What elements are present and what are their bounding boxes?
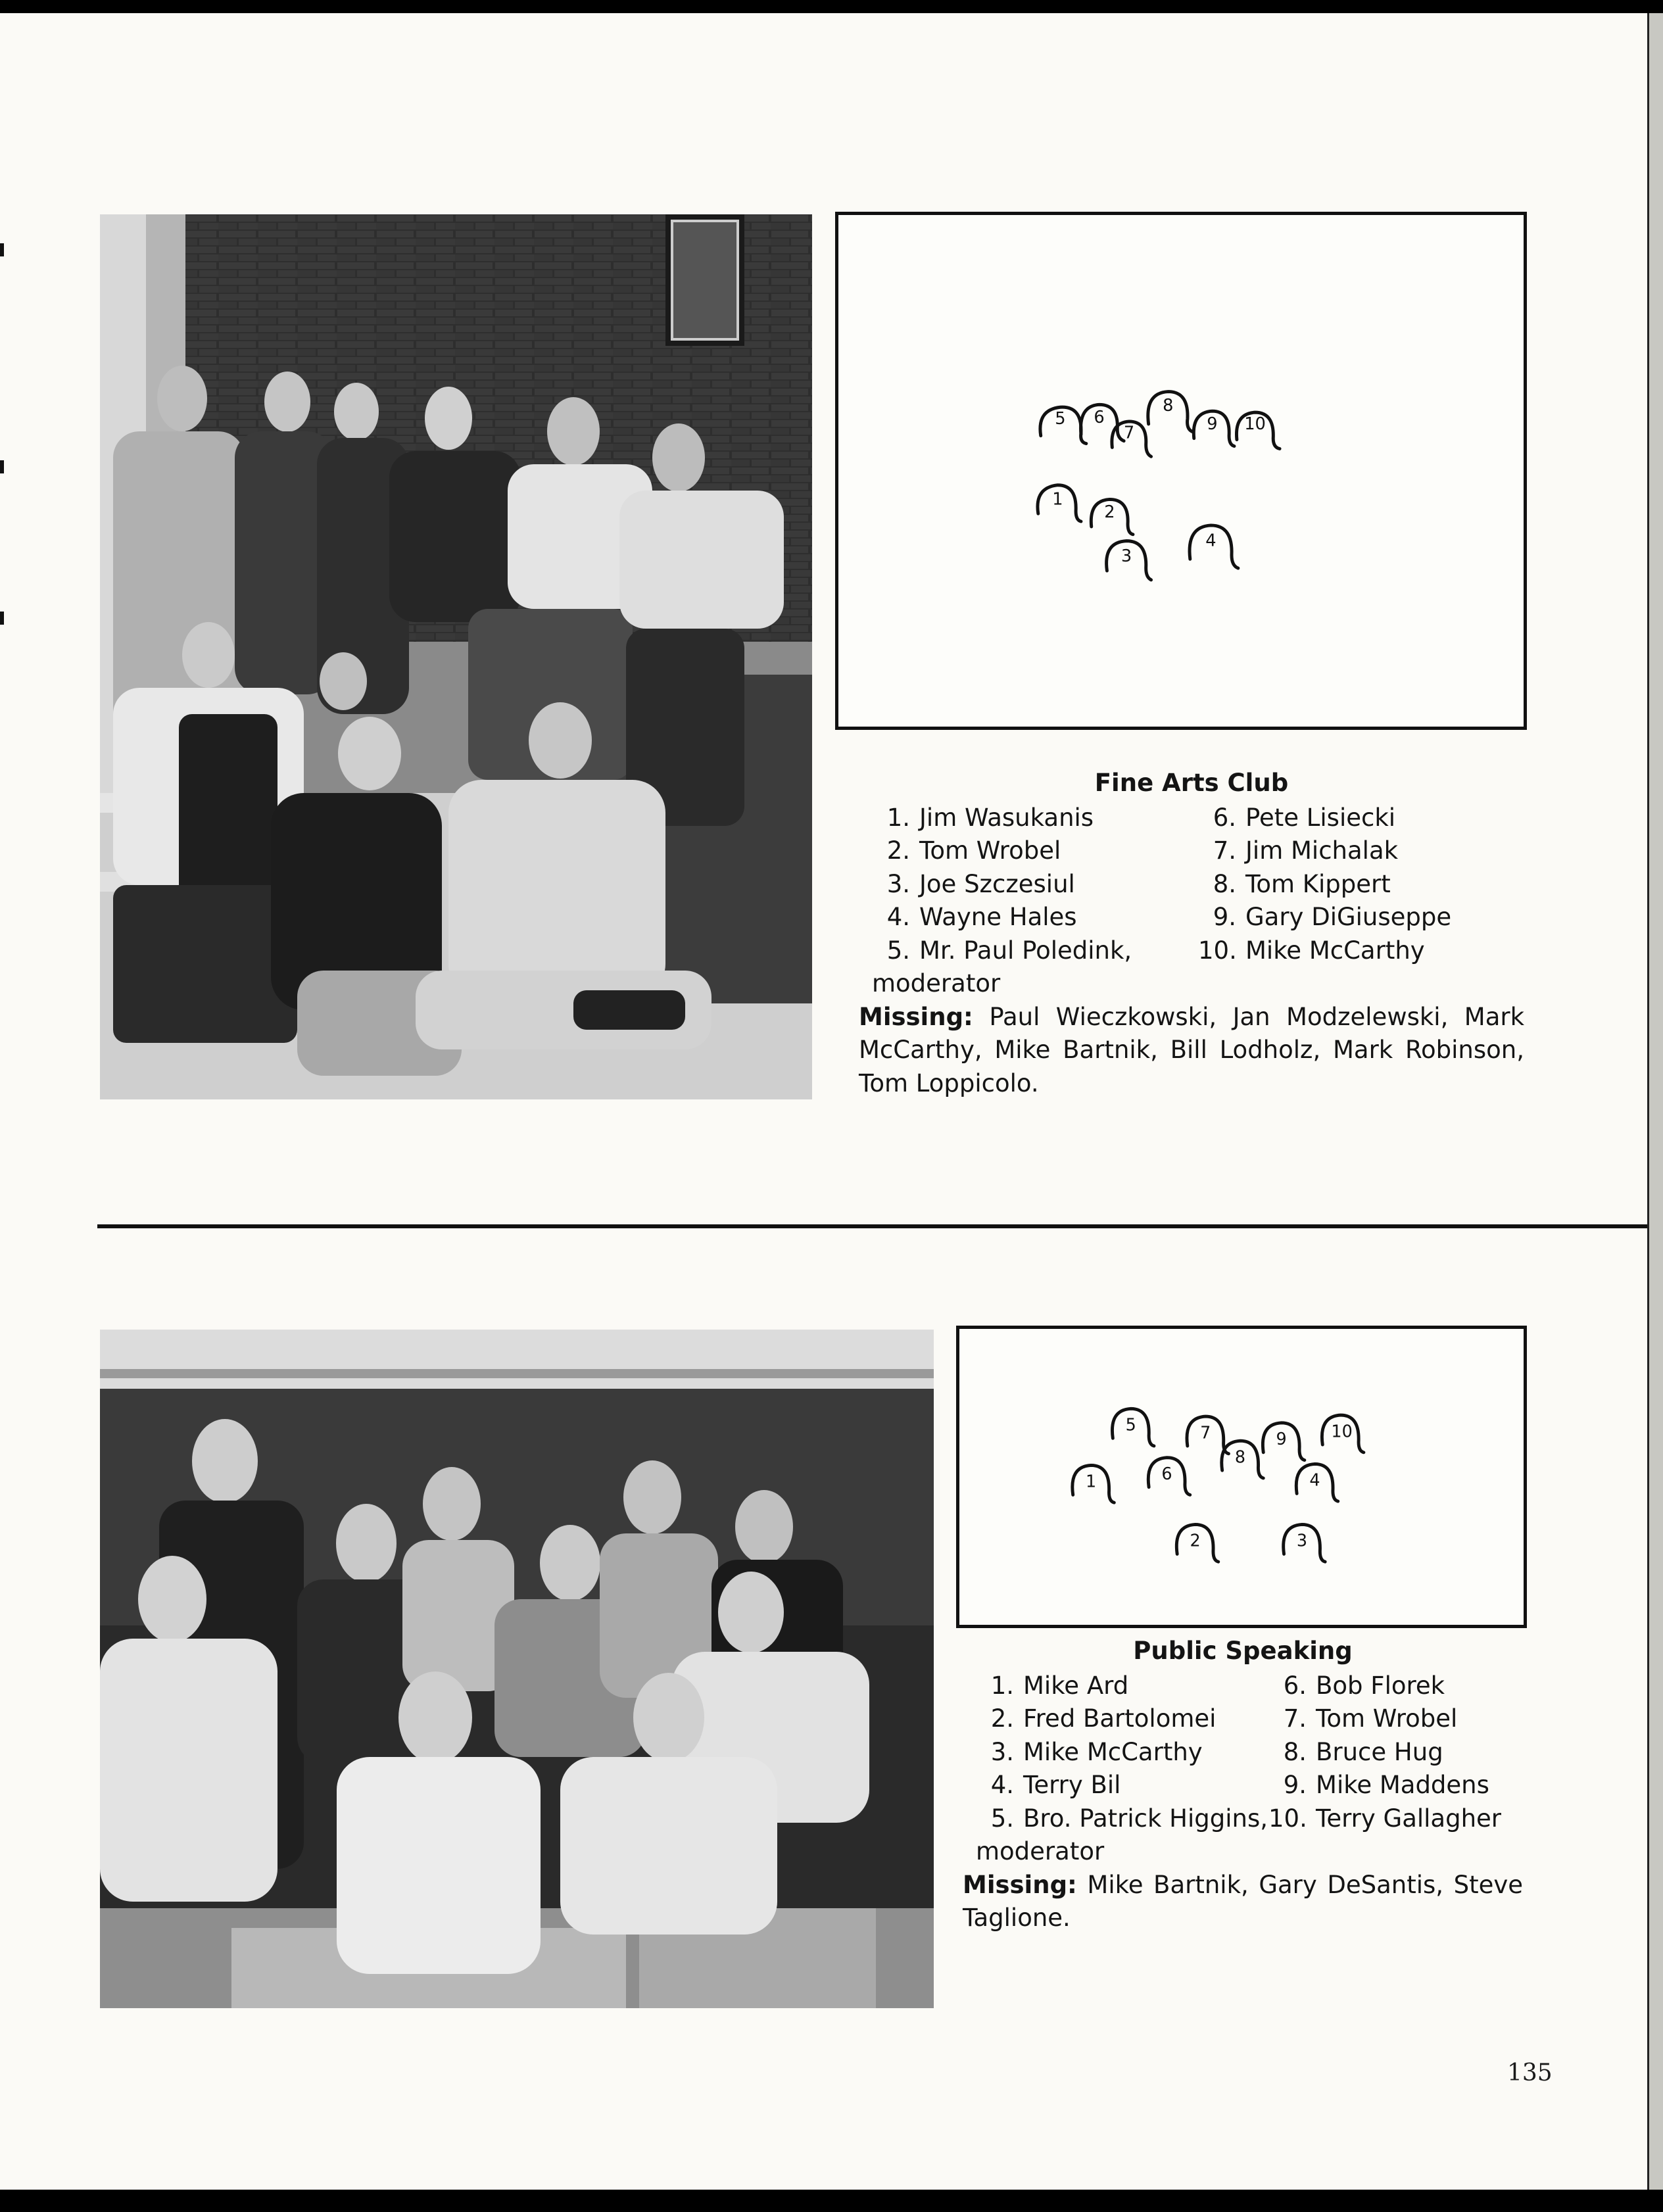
- missing-label: Missing:: [963, 1870, 1077, 1899]
- fine-arts-club-caption: [859, 767, 1524, 1100]
- moderator-role: moderator: [872, 969, 1001, 998]
- public-speaking-photo: [100, 1330, 934, 2008]
- name-entry: 2. Fred Bartolomei: [990, 1704, 1217, 1733]
- missing-members: [859, 1001, 1524, 1101]
- missing-names: Paul Wieczkowski, Jan Modzelewski, Mark McCarthy, Mike Bartnik, Bill Lodholz, Mark Robinson, Tom Loppicolo.: [859, 1002, 1525, 1097]
- key-number-10: 10: [1244, 414, 1266, 434]
- name-entry: 10. Mike McCarthy: [1198, 936, 1425, 965]
- name-entry: 8. Bruce Hug: [1283, 1737, 1443, 1766]
- yearbook-page: [0, 13, 1647, 2190]
- name-entry: 8. Tom Kippert: [1213, 869, 1391, 898]
- key-number-4: 4: [1309, 1470, 1320, 1490]
- margin-mark: [0, 460, 4, 473]
- key-number-6: 6: [1094, 407, 1105, 427]
- key-number-4: 4: [1205, 531, 1217, 551]
- section-title: Public Speaking: [1133, 1637, 1353, 1665]
- key-number-8: 8: [1234, 1447, 1246, 1467]
- key-number-9: 9: [1207, 414, 1218, 434]
- key-number-2: 2: [1190, 1530, 1201, 1551]
- public-speaking-caption: [963, 1635, 1523, 1935]
- key-number-2: 2: [1104, 502, 1115, 523]
- name-entry: 1. Jim Wasukanis: [886, 803, 1094, 832]
- section-title: Fine Arts Club: [1094, 769, 1289, 797]
- key-number-10: 10: [1331, 1421, 1353, 1441]
- missing-names: Mike Bartnik, Gary DeSantis, Steve Taglione.: [963, 1870, 1523, 1932]
- page-edge-shadow: [1647, 13, 1663, 2190]
- name-entry: 5. Mr. Paul Poledink,: [886, 936, 1132, 965]
- names-right-column: [1268, 1670, 1523, 1869]
- names-right-column: [1198, 802, 1524, 1001]
- name-entry: 9. Mike Maddens: [1283, 1771, 1489, 1799]
- public-speaking-key-diagram: [956, 1326, 1527, 1628]
- page-number: 135: [1507, 2059, 1553, 2086]
- margin-mark: [0, 612, 4, 625]
- fine-arts-club-photo: [100, 214, 812, 1099]
- margin-mark: [0, 243, 4, 256]
- names-left-column: [963, 1670, 1268, 1869]
- key-number-6: 6: [1161, 1463, 1172, 1483]
- name-entry: 7. Jim Michalak: [1213, 836, 1399, 865]
- key-number-5: 5: [1055, 408, 1066, 429]
- names-left-column: [859, 802, 1198, 1001]
- name-entry: 6. Pete Lisiecki: [1213, 803, 1396, 832]
- key-number-7: 7: [1200, 1422, 1211, 1443]
- key-number-1: 1: [1085, 1471, 1097, 1491]
- moderator-role: moderator: [976, 1837, 1105, 1865]
- name-entry: 5. Bro. Patrick Higgins,: [990, 1804, 1268, 1833]
- name-entry: 10. Terry Gallagher: [1268, 1804, 1502, 1833]
- key-number-3: 3: [1296, 1530, 1308, 1551]
- key-number-5: 5: [1125, 1414, 1136, 1435]
- name-entry: 3. Mike McCarthy: [990, 1737, 1203, 1766]
- name-entry: 3. Joe Szczesiul: [886, 869, 1075, 898]
- missing-label: Missing:: [859, 1002, 973, 1031]
- name-entry: 9. Gary DiGiuseppe: [1213, 903, 1452, 931]
- name-entry: 2. Tom Wrobel: [886, 836, 1061, 865]
- key-number-7: 7: [1123, 423, 1135, 443]
- name-entry: 4. Terry Bil: [990, 1771, 1121, 1799]
- name-entry: 6. Bob Florek: [1283, 1671, 1445, 1700]
- key-number-9: 9: [1276, 1429, 1287, 1449]
- fine-arts-club-key-diagram: [835, 212, 1527, 730]
- key-number-8: 8: [1163, 396, 1174, 416]
- name-entry: 7. Tom Wrobel: [1283, 1704, 1458, 1733]
- section-divider: [97, 1224, 1647, 1228]
- key-number-1: 1: [1052, 489, 1063, 510]
- key-number-3: 3: [1121, 546, 1132, 567]
- name-entry: 1. Mike Ard: [990, 1671, 1129, 1700]
- name-entry: 4. Wayne Hales: [886, 903, 1077, 931]
- missing-members: [963, 1869, 1523, 1935]
